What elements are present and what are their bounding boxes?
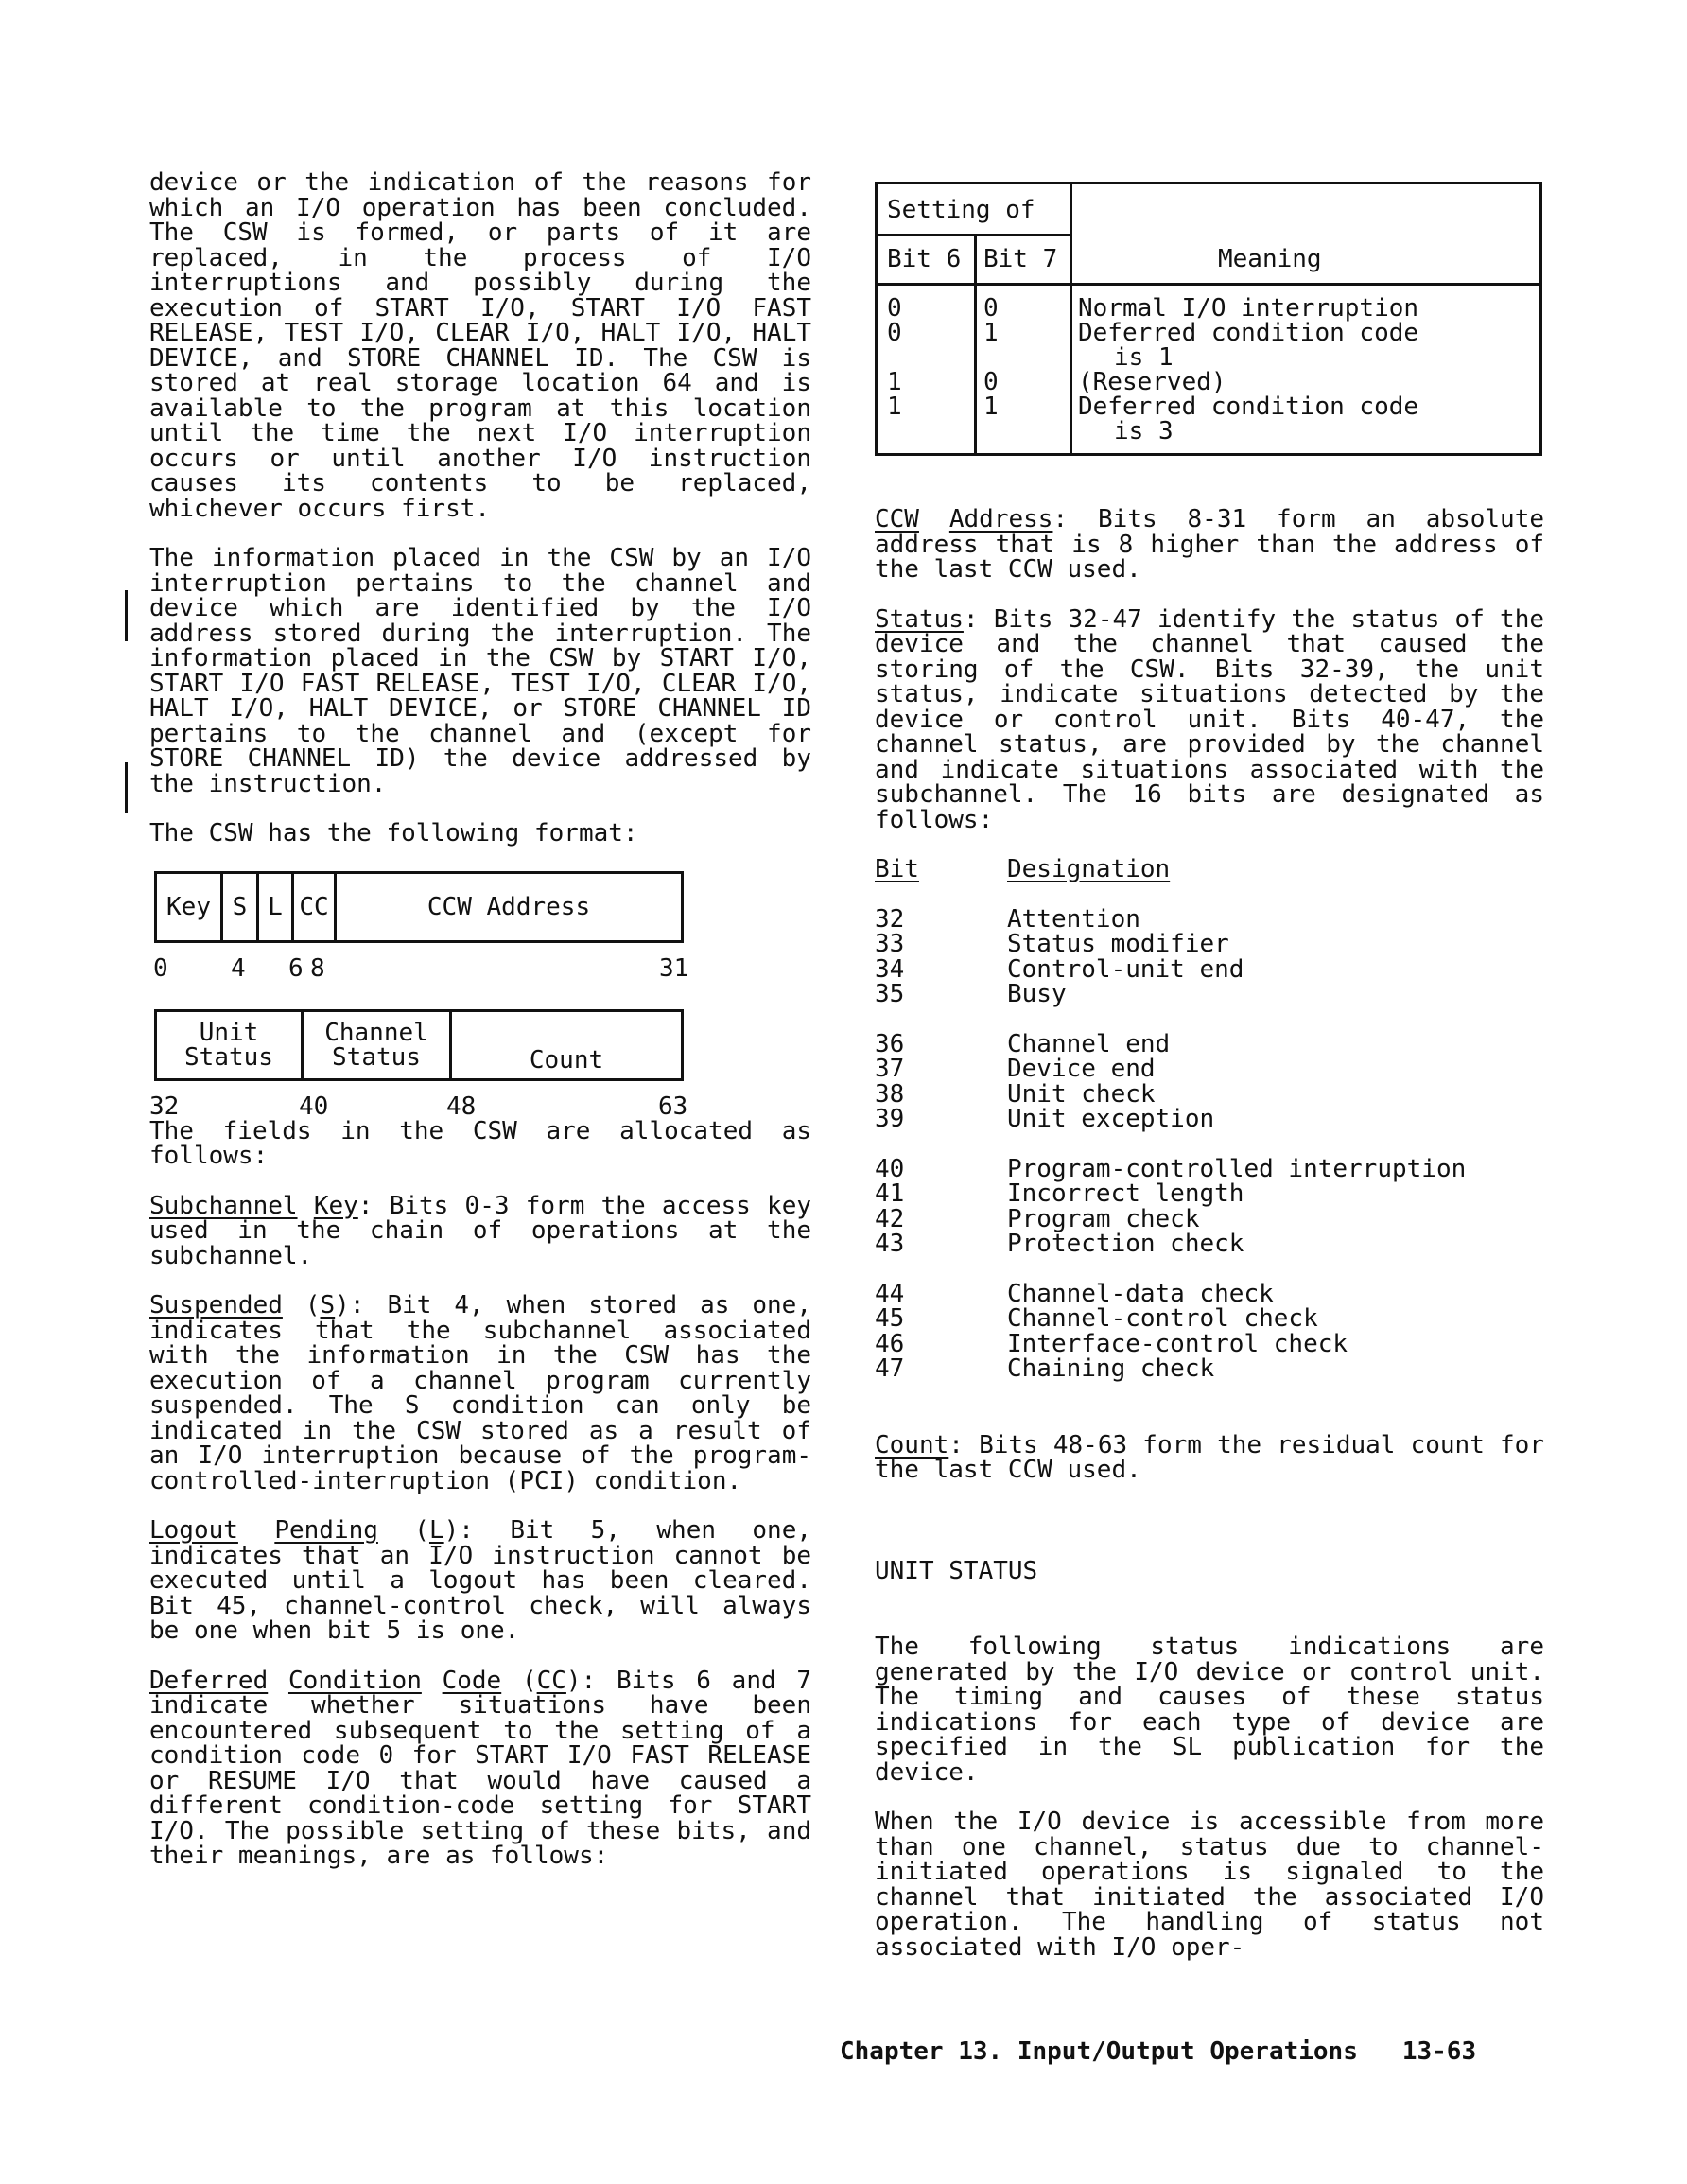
status-paragraph	[875, 604, 1544, 834]
unit-status-paragraph-1: The following status indications are generated by the I/O device or control unit. The timing and causes of these status indications for each type of device are specified in the SL publication for the device.	[875, 1633, 1544, 1787]
bit-designation: Channel-control check	[1007, 1304, 1318, 1333]
bit-designation: Status modifier	[1007, 930, 1229, 958]
bit-group	[875, 1154, 1544, 1258]
bit-number: 33	[875, 930, 905, 958]
definition: ): Bits 6 and 7 indicate whether situations have been encountered subsequent to the setting of a condition code 0 for START I/O FAST RELEASE or RESUME I/O that would have caused a different condition-code setting for START I/O. The possible setting of these bits, and their meanings, are as follows:	[149, 1666, 812, 1870]
term: Code	[442, 1666, 502, 1695]
cell-meaning: (Reserved)	[1078, 368, 1226, 396]
bit-number: 41	[875, 1179, 905, 1208]
bit-number: 37	[875, 1055, 905, 1083]
revision-bar	[125, 590, 128, 641]
bit-position: 40	[299, 1092, 329, 1121]
bit-column-header: Bit	[875, 855, 919, 883]
definition: : Bits 48-63 form the residual count for the last CCW used.	[875, 1430, 1544, 1484]
term: S	[320, 1291, 336, 1319]
field-cc: CC	[294, 874, 337, 940]
field-count: Count	[529, 1045, 604, 1075]
ccw-address-paragraph	[875, 507, 1544, 583]
bit-position: 63	[658, 1092, 688, 1121]
condition-code-table	[875, 182, 1542, 456]
header-bit7: Bit 7	[983, 245, 1058, 273]
list-item	[875, 1057, 1544, 1082]
bit-position: 48	[446, 1092, 477, 1121]
list-item	[875, 1306, 1544, 1332]
bit-designation: Control-unit end	[1007, 954, 1244, 984]
field-s: S	[223, 874, 259, 940]
list-item	[875, 1356, 1544, 1382]
bit-position: 32	[149, 1092, 180, 1121]
list-item	[875, 1232, 1544, 1257]
bit-position: 6	[288, 953, 304, 983]
status-bit-list	[875, 857, 1544, 1382]
list-item	[875, 932, 1544, 957]
bit-number: 47	[875, 1354, 905, 1383]
list-item	[875, 1154, 1544, 1183]
csw-format-word-1	[149, 871, 811, 983]
term: CC	[536, 1666, 566, 1695]
bit-number: 32	[875, 904, 905, 934]
bit-designation: Attention	[1007, 904, 1140, 934]
bit-group	[875, 904, 1544, 1008]
cell-bit6: 0	[887, 294, 902, 323]
term: Deferred	[149, 1666, 269, 1695]
bit-designation: Incorrect length	[1007, 1179, 1244, 1208]
bit-number: 43	[875, 1230, 905, 1258]
right-column	[875, 182, 1544, 1984]
cell-bit7: 1	[983, 319, 999, 347]
bit-position: 8	[310, 953, 325, 983]
logout-pending-paragraph: Logout Pending (L): Bit 5, when one, indicates that an I/O instruction cannot be executed until a logout has been cleared. Bit 45, channel-control check, will always be one when bit 5 is one.	[149, 1516, 812, 1645]
header-meaning: Meaning	[1218, 245, 1322, 273]
cell-bit6: 1	[887, 393, 902, 421]
term: Subchannel	[149, 1191, 298, 1220]
subchannel-key-paragraph	[149, 1191, 811, 1270]
list-item	[875, 982, 1544, 1007]
bit-number: 34	[875, 954, 905, 984]
csw-format-word-2	[149, 1009, 811, 1121]
term: Pending	[274, 1516, 378, 1545]
deferred-cc-paragraph: Deferred Condition Code (CC): Bits 6 and 7 indicate whether situations have been encountered subsequent to the setting of a condition code 0 for START I/O FAST RELEASE or RESUME I/O that would have caused a different condition-code setting for START I/O. The possible setting of these bits, and their meanings, are as follows:	[149, 1666, 812, 1870]
csw-intro-paragraph: device or the indication of the reasons for which an I/O operation has been concluded. The CSW is formed, or parts of it are replaced, in the process of I/O interruptions and possibly during the execution of START I/O, START I/O FAST RELEASE, TEST I/O, CLEAR I/O, HALT I/O, HALT DEVICE, and STORE CHANNEL ID. The CSW is stored at real storage location 64 and is available to the program at this location until the time the next I/O interruption occurs or until another I/O instruction causes its contents to be replaced, whichever occurs first.	[149, 168, 811, 523]
definition: ): Bit 5, when one, indicates that an I/O instruction cannot be executed until a logout has been cleared. Bit 45, channel-control check, will always be one when bit 5 is one.	[149, 1516, 812, 1645]
list-item	[875, 904, 1544, 934]
bit-position: 0	[153, 953, 168, 983]
term: Condition	[287, 1666, 422, 1695]
field-ccw-address: CCW Address	[426, 892, 591, 921]
bit-number: 35	[875, 980, 905, 1008]
field-key: Key	[157, 874, 223, 940]
header-bit6: Bit 6	[887, 245, 962, 273]
bit-designation: Busy	[1007, 980, 1067, 1008]
bit-group	[875, 1279, 1544, 1383]
bit-number: 39	[875, 1105, 905, 1133]
unit-status-paragraph-2: When the I/O device is accessible from more than one channel, status due to channel-initiated operations is signaled to the channel that initiated the associated I/O operation. The handling of status not associated with I/O oper-	[875, 1808, 1544, 1962]
term: Key	[313, 1191, 358, 1220]
csw-info-paragraph: The information placed in the CSW by an I/O interruption pertains to the channel and device which are identified by the I/O address stored during the interruption. The information placed in the CSW by START I/O, START I/O FAST RELEASE, TEST I/O, CLEAR I/O, HALT I/O, HALT DEVICE, or STORE CHANNEL ID pertains to the channel and (except for STORE CHANNEL ID) the device addressed by the instruction.	[149, 544, 811, 798]
csw-format-intro: The CSW has the following format:	[149, 819, 638, 847]
bit-number: 44	[875, 1279, 905, 1308]
term: Status	[875, 604, 964, 634]
bit-number: 40	[875, 1154, 905, 1183]
bit-position: 4	[231, 953, 246, 983]
cell-bit6: 1	[887, 368, 902, 396]
list-item	[875, 954, 1544, 984]
bit-number: 46	[875, 1329, 905, 1358]
field-channel-status: Channel Status	[304, 1012, 452, 1078]
list-item	[875, 1279, 1544, 1308]
term: Address	[948, 505, 1053, 533]
bit-designation: Channel end	[1007, 1029, 1171, 1058]
left-column	[149, 170, 811, 1894]
definition: : Bits 32-47 identify the status of the device and the channel that caused the storing of the CSW. Bits 32-39, the unit status, indicate situations detected by the device or control unit. Bits 40-47, the channel status, are provided by the channel and indicate situations associated with the subchannel. The 16 bits are designated as follows:	[875, 604, 1544, 834]
cell-meaning-cont: is 3	[1114, 417, 1174, 446]
list-item	[875, 1107, 1544, 1132]
bit-designation: Channel-data check	[1007, 1279, 1274, 1308]
cell-bit7: 0	[983, 368, 999, 396]
cell-meaning-cont: is 1	[1114, 343, 1174, 372]
bit-designation: Chaining check	[1007, 1354, 1215, 1383]
fields-intro: The fields in the CSW are allocated as follows:	[149, 1116, 811, 1170]
field-l: L	[259, 874, 294, 940]
cell-meaning: Deferred condition code	[1078, 319, 1419, 347]
definition: ): Bit 4, when stored as one, indicates that the subchannel associated with the information in the CSW has the execution of a channel program currently suspended. The S condition can only be indicated in the CSW stored as a result of an I/O interruption because of the program-controlled-interruption (PCI) condition.	[149, 1291, 811, 1495]
bit-designation: Unit check	[1007, 1079, 1156, 1109]
bit-group	[875, 1029, 1544, 1133]
bit-designation: Program-controlled interruption	[1007, 1154, 1467, 1183]
list-item	[875, 1181, 1544, 1207]
bit-number: 36	[875, 1029, 905, 1058]
list-header	[875, 857, 1544, 882]
suspended-paragraph: Suspended (S): Bit 4, when stored as one, indicates that the subchannel associated with the information in the CSW has the execution of a channel program currently suspended. The S condition can only be indicated in the CSW stored as a result of an I/O interruption because of the program-controlled-interruption (PCI) condition.	[149, 1291, 811, 1495]
list-item	[875, 1329, 1544, 1358]
header-setting: Setting of	[887, 196, 1035, 224]
cell-bit6: 0	[887, 319, 902, 347]
bit-designation: Unit exception	[1007, 1105, 1215, 1133]
bit-designation: Device end	[1007, 1055, 1156, 1083]
page-footer: Chapter 13. Input/Output Operations 13-63	[840, 2037, 1477, 2066]
designation-column-header: Designation	[1007, 855, 1171, 883]
cell-meaning: Deferred condition code	[1078, 393, 1419, 421]
term: L	[428, 1516, 444, 1545]
bit-position: 31	[659, 953, 689, 983]
term: CCW	[875, 505, 919, 533]
bit-number: 42	[875, 1204, 905, 1233]
section-heading: UNIT STATUS	[875, 1556, 1038, 1585]
bit-groups	[875, 904, 1544, 1383]
bit-designation: Protection check	[1007, 1230, 1244, 1258]
term: Suspended	[149, 1291, 283, 1319]
revision-bar	[125, 762, 128, 813]
bit-number: 45	[875, 1304, 905, 1333]
count-paragraph	[875, 1430, 1544, 1484]
bit-designation: Program check	[1007, 1204, 1200, 1233]
field-unit-status: Unit Status	[157, 1012, 304, 1078]
bit-designation: Interface-control check	[1007, 1329, 1348, 1358]
cell-meaning: Normal I/O interruption	[1078, 294, 1419, 323]
list-item	[875, 1204, 1544, 1233]
term: Logout	[149, 1516, 238, 1545]
bit-number: 38	[875, 1079, 905, 1109]
definition: : Bits 0-3 form the access key used in the chain of operations at the subchannel.	[149, 1191, 811, 1270]
term: Count	[875, 1430, 949, 1459]
list-item	[875, 1079, 1544, 1109]
definition: : Bits 8-31 form an absolute address that is 8 higher than the address of the last CCW used.	[875, 505, 1544, 584]
cell-bit7: 0	[983, 294, 999, 323]
list-item	[875, 1029, 1544, 1058]
cell-bit7: 1	[983, 393, 999, 421]
